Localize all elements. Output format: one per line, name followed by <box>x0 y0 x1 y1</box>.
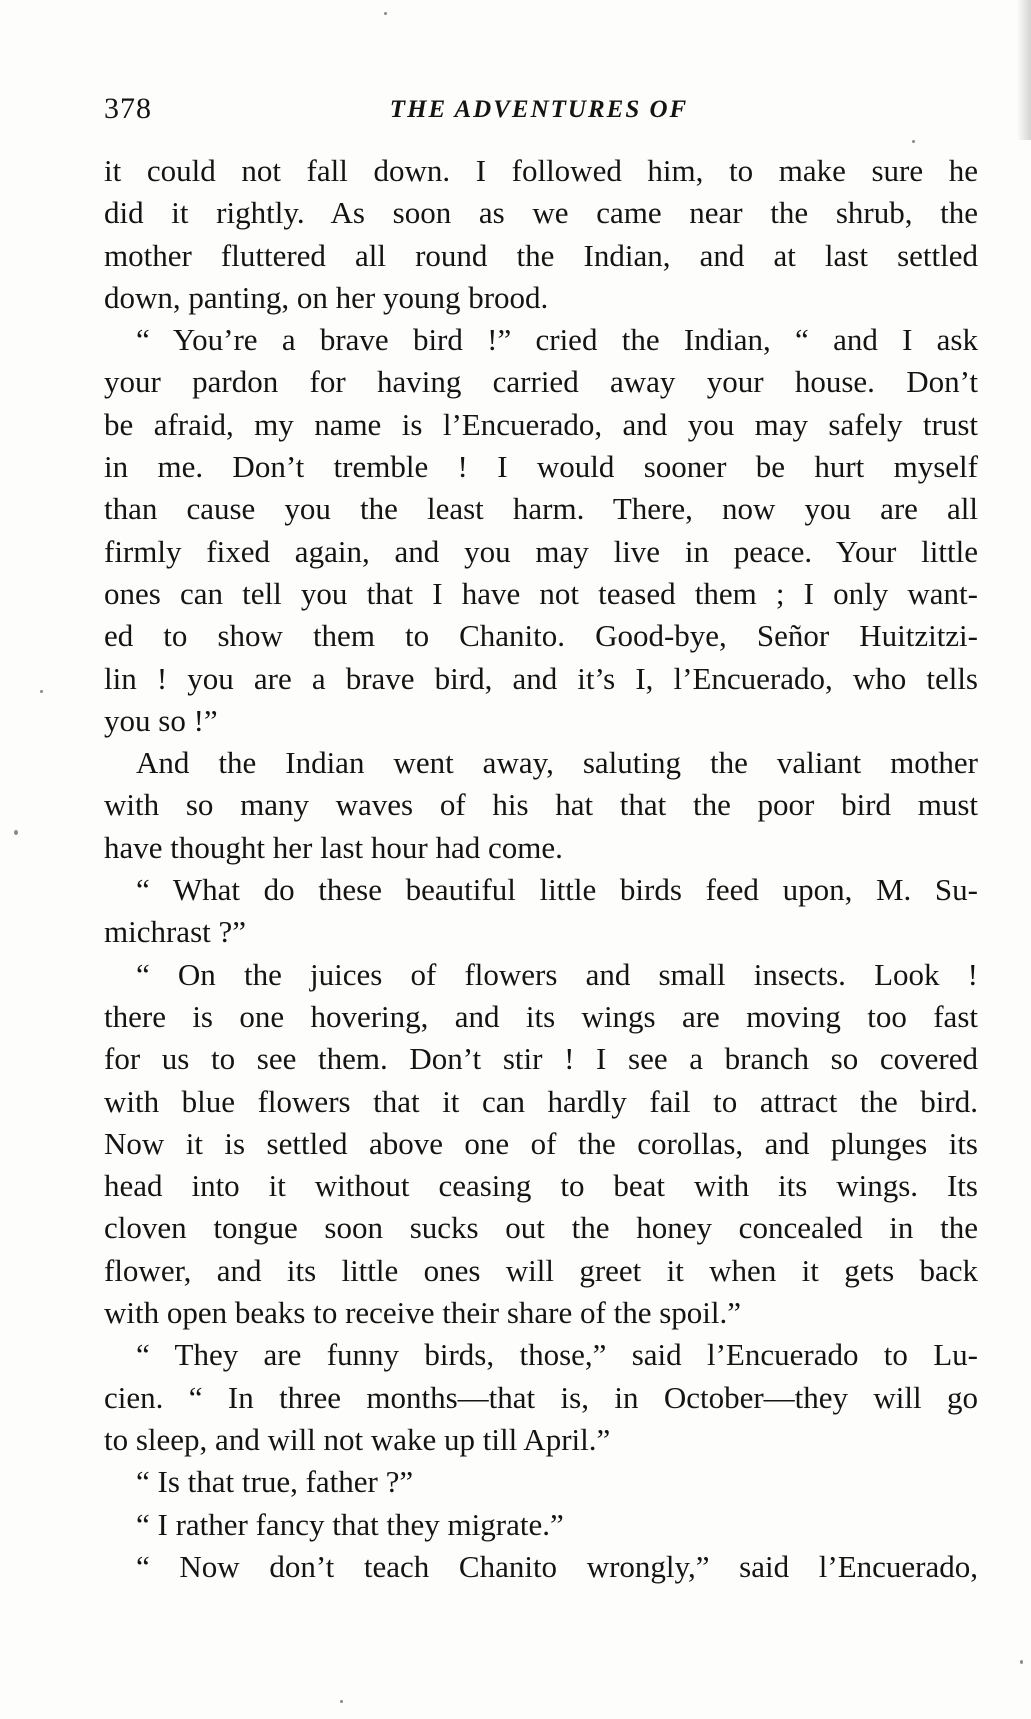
text-line: michrast ?” <box>104 914 247 950</box>
text-line: there is one hovering, and its wings are moving too fast <box>104 998 978 1034</box>
text-line: head into it without ceasing to beat with its wings. Its <box>104 1168 978 1204</box>
text-line: with so many waves of his hat that the poor bird must <box>104 787 978 823</box>
text-line: be afraid, my name is l’Encuerado, and you may safely trust <box>104 406 978 442</box>
paper-speck <box>14 830 18 835</box>
text-line: “ Is that true, father ?” <box>136 1464 414 1500</box>
text-line: “ On the juices of flowers and small insects. Look ! <box>136 956 978 992</box>
text-line: “ What do these beautiful little birds feed upon, M. Su- <box>136 872 978 908</box>
text-line: with open beaks to receive their share of the spoil.” <box>104 1295 741 1331</box>
page-edge-shadow <box>1017 0 1031 140</box>
text-line: firmly fixed again, and you may live in peace. Your little <box>104 533 978 569</box>
text-line: ones can tell you that I have not teased them ; I only want- <box>104 575 978 611</box>
text-line: Now it is settled above one of the corollas, and plunges its <box>104 1125 978 1161</box>
text-line: “ You’re a brave bird !” cried the Indian, “ and I ask <box>136 322 978 358</box>
text-line: have thought her last hour had come. <box>104 829 563 865</box>
text-line: it could not fall down. I followed him, to make sure he <box>104 153 978 188</box>
text-line: did it rightly. As soon as we came near the shrub, the <box>104 195 978 231</box>
paper-speck <box>1020 1660 1023 1664</box>
paper-speck <box>40 690 43 693</box>
text-line: with blue flowers that it can hardly fail to attract the bird. <box>104 1083 978 1119</box>
text-line: “ I rather fancy that they migrate.” <box>136 1506 564 1542</box>
text-line: And the Indian went away, saluting the valiant mother <box>136 745 978 781</box>
page-header <box>104 92 974 132</box>
paper-speck <box>384 12 387 15</box>
text-line: flower, and its little ones will greet it when it gets back <box>104 1252 978 1288</box>
text-line: in me. Don’t tremble ! I would sooner be hurt myself <box>104 449 978 485</box>
text-line: mother fluttered all round the Indian, and at last settled <box>104 237 978 273</box>
text-line: down, panting, on her young brood. <box>104 279 549 315</box>
text-line: your pardon for having carried away your house. Don’t <box>104 364 978 400</box>
text-line: lin ! you are a brave bird, and it’s I, l’Encuerado, who tells <box>104 660 978 696</box>
body-text <box>104 150 978 1588</box>
text-line: to sleep, and will not wake up till April.” <box>104 1421 611 1457</box>
paper-speck <box>340 1700 343 1703</box>
text-line: ed to show them to Chanito. Good-bye, Señor Huitzitzi- <box>104 618 978 654</box>
page-number: 378 <box>104 92 152 125</box>
text-line: cloven tongue soon sucks out the honey concealed in the <box>104 1210 978 1246</box>
text-line: than cause you the least harm. There, now you are all <box>104 491 978 527</box>
paper-speck <box>912 140 915 143</box>
text-line: “ They are funny birds, those,” said l’Encuerado to Lu- <box>136 1337 978 1373</box>
text-line: for us to see them. Don’t stir ! I see a branch so covered <box>104 1041 978 1077</box>
text-line: you so !” <box>104 702 218 738</box>
text-line: “ Now don’t teach Chanito wrongly,” said l’Encuerado, <box>136 1548 978 1584</box>
running-head: THE ADVENTURES OF <box>389 96 689 123</box>
text-line: cien. “ In three months—that is, in October—they will go <box>104 1379 978 1415</box>
